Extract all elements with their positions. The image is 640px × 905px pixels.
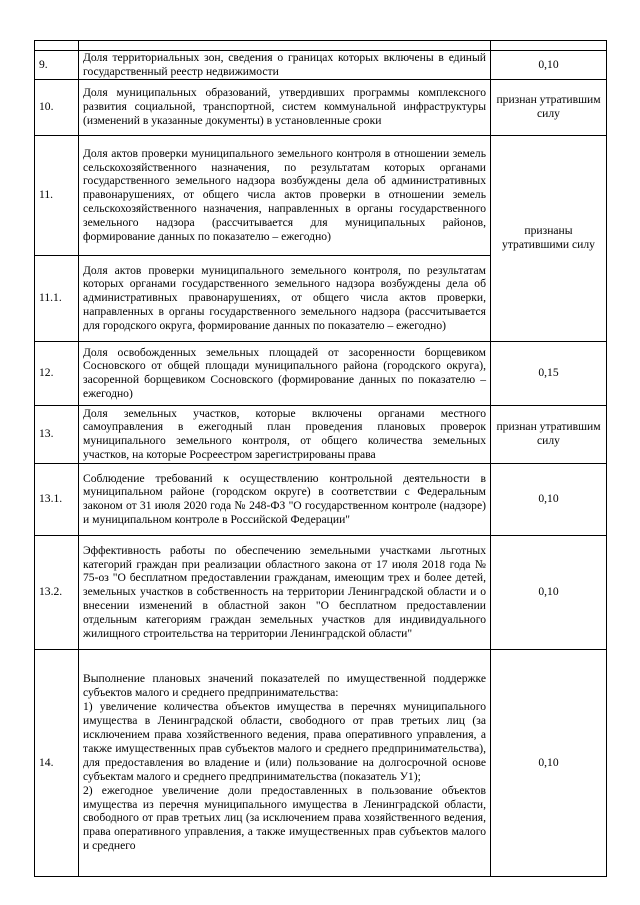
document-page xyxy=(34,40,606,877)
row-number: 13.2. xyxy=(35,535,79,649)
row-paragraph: 1) увеличение количества объектов имущества в перечнях муниципального имущества в Ленинградской области, свободного от прав третьих лиц (за исключением права хозяйственного ведения, права оперативного управления, а также имущественных прав субъектов малого и среднего предпринимательства), для предоставления во владение и (или) пользование на долгосрочной основе субъектам малого и среднего предпринимательства (показатель У1); xyxy=(83,700,486,783)
row-number: 12. xyxy=(35,341,79,405)
row-value: 0,10 xyxy=(491,535,607,649)
row-description: Доля муниципальных образований, утвердивших программы комплексного развития социальной, транспортной, систем коммунальной инфраструктуры (изменений в указанные документы) в установленные сроки xyxy=(79,79,491,135)
header-cell-description xyxy=(79,41,491,51)
table-row xyxy=(35,51,607,80)
table-row xyxy=(35,135,607,255)
table-row xyxy=(35,649,607,876)
row-value: 0,15 xyxy=(491,341,607,405)
row-value: признаны утратившими силу xyxy=(491,135,607,341)
row-number: 10. xyxy=(35,79,79,135)
header-cell-value xyxy=(491,41,607,51)
row-value: признан утратившим силу xyxy=(491,405,607,463)
row-description: Доля актов проверки муниципального земельного контроля, по результатам которых органами государственного земельного надзора возбуждены дела об административных правонарушениях, от общего числа актов проверки, направленных в органы государственного земельного надзора (рассчитывается для городского округа, формирование данных по показателю – ежегодно) xyxy=(79,255,491,341)
row-value: признан утратившим силу xyxy=(491,79,607,135)
table-row xyxy=(35,463,607,535)
row-description: Доля земельных участков, которые включены органами местного самоуправления в ежегодный план проведения плановых проверок муниципального земельного контроля, от общего количества земельных участков, на которые Росреестром зарегистрированы права xyxy=(79,405,491,463)
header-cell-number xyxy=(35,41,79,51)
row-number: 13. xyxy=(35,405,79,463)
row-paragraph: Выполнение плановых значений показателей по имущественной поддержке субъектов малого и среднего предпринимательства: xyxy=(83,672,486,700)
table-row xyxy=(35,535,607,649)
row-value: 0,10 xyxy=(491,649,607,876)
row-number: 13.1. xyxy=(35,463,79,535)
table-row xyxy=(35,79,607,135)
row-value: 0,10 xyxy=(491,463,607,535)
table-row xyxy=(35,405,607,463)
indicator-table xyxy=(34,40,607,877)
row-description xyxy=(79,649,491,876)
row-description: Доля актов проверки муниципального земельного контроля в отношении земель сельскохозяйственного назначения, по результатам которых органами государственного земельного надзора возбуждены дела об административных правонарушениях, от общего числа актов проверки в отношении земель сельскохозяйственного назначения, направленных в органы государственного земельного надзора (рассчитывается для муниципальных районов, формирование данных по показателю – ежегодно) xyxy=(79,135,491,255)
row-description: Эффективность работы по обеспечению земельными участками льготных категорий граждан при реализации областного закона от 17 июля 2018 года № 75-оз "О бесплатном предоставлении гражданам, имеющим трех и более детей, земельных участков в собственность на территории Ленинградской области и о внесении изменений в областной закон "О бесплатном предоставлении отдельным категориям граждан земельных участков для индивидуального жилищного строительства на территории Ленинградской области" xyxy=(79,535,491,649)
row-number: 11.1. xyxy=(35,255,79,341)
row-description: Доля освобожденных земельных площадей от засоренности борщевиком Сосновского от общей площади муниципального района (городского округа), засоренной борщевиком Сосновского (формирование данных по показателю – ежегодно) xyxy=(79,341,491,405)
row-description: Доля территориальных зон, сведения о границах которых включены в единый государственный реестр недвижимости xyxy=(79,51,491,80)
row-number: 14. xyxy=(35,649,79,876)
row-value: 0,10 xyxy=(491,51,607,80)
row-number: 11. xyxy=(35,135,79,255)
table-header-row xyxy=(35,41,607,51)
row-paragraph: 2) ежегодное увеличение доли предоставленных в пользование объектов имущества из перечня муниципального имущества в Ленинградской области, свободного от прав третьих лиц (за исключением права хозяйственного ведения, права оперативного управления, а также имущественных прав субъектов малого и среднего xyxy=(83,783,486,853)
row-number: 9. xyxy=(35,51,79,80)
table-row xyxy=(35,341,607,405)
row-description: Соблюдение требований к осуществлению контрольной деятельности в муниципальном районе (городском округе) в соответствии с Федеральным законом от 31 июля 2020 года № 248-ФЗ "О государственном контроле (надзоре) и муниципальном контроле в Российской Федерации" xyxy=(79,463,491,535)
